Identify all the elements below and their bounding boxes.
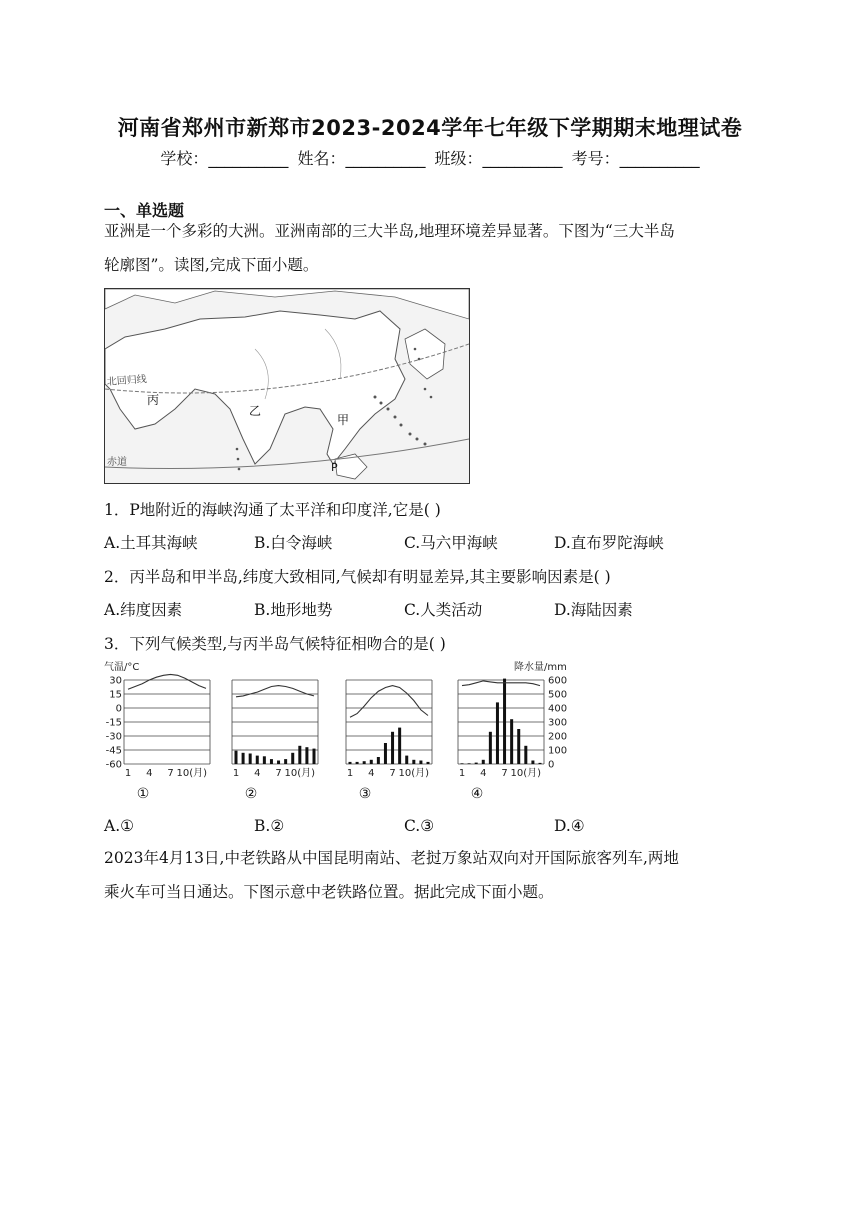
precip-bar (405, 756, 408, 764)
q3-option-b[interactable]: B.② (254, 817, 285, 835)
passage-2-line-1: 2023年4月13日,中老铁路从中国昆明南站、老挝万象站双向对开国际旅客列车,两地 (104, 849, 679, 867)
precip-bar (370, 760, 373, 764)
precip-bar (313, 749, 316, 764)
precip-bar (468, 763, 471, 764)
precip-bar (356, 762, 359, 764)
passage-1-line-1: 亚洲是一个多彩的大洲。亚洲南部的三大半岛,地理环境差异显著。下图为“三大半岛 (104, 222, 675, 240)
q2-option-d[interactable]: D.海陆因素 (554, 601, 633, 619)
temperature-curve (462, 681, 540, 686)
month-tick-label: 1 (232, 768, 240, 779)
precip-tick-label: 300 (548, 717, 568, 729)
month-tick-label: 7 (167, 768, 174, 779)
chart-label: ④ (470, 786, 484, 802)
precip-bar (510, 719, 513, 764)
label-jia: 甲 (337, 413, 350, 427)
month-tick-label: 4 (146, 768, 153, 779)
passage-1-line-2: 轮廓图”。读图,完成下面小题。 (104, 256, 319, 274)
student-info-line (0, 146, 860, 169)
climate-chart-2 (232, 680, 318, 802)
page-title: 河南省郑州市新郑市2023-2024学年七年级下学期期末地理试卷 (117, 116, 743, 140)
temp-tick-label: -30 (105, 731, 122, 743)
precip-bar (503, 679, 506, 764)
precip-bar (391, 732, 394, 764)
precip-ticks (548, 676, 567, 771)
three-peninsulas-map (104, 288, 470, 484)
temp-tick-label: 30 (109, 675, 122, 687)
precip-bar (277, 761, 280, 765)
q1-option-b[interactable]: B.白令海峡 (254, 534, 333, 552)
precip-bar (249, 754, 252, 765)
precip-bar (270, 759, 273, 764)
passage-2-line-2: 乘火车可当日通达。下图示意中老铁路位置。据此完成下面小题。 (104, 883, 554, 901)
exam-number-field: 考号：__________ (571, 149, 700, 168)
precip-bar (349, 762, 352, 764)
precip-bar (235, 751, 238, 764)
precip-tick-label: 100 (548, 745, 568, 757)
climate-panels (124, 674, 544, 802)
precip-bar (427, 762, 430, 764)
temp-ticks (106, 676, 122, 771)
precip-bar (489, 732, 492, 764)
precip-bar (384, 743, 387, 764)
equator-label: 赤道 (107, 457, 127, 468)
precip-bar (475, 763, 478, 764)
precip-tick-label: 600 (548, 675, 568, 687)
q1-option-c[interactable]: C.马六甲海峡 (404, 534, 498, 552)
q2-option-c[interactable]: C.人类活动 (404, 601, 483, 619)
label-yi: 乙 (249, 404, 262, 418)
chart-label: ③ (358, 786, 372, 802)
q3-option-c[interactable]: C.③ (404, 817, 435, 835)
month-tick-label: 7 (389, 768, 396, 779)
climate-charts-svg (100, 658, 580, 808)
month-tick-label: 4 (254, 768, 261, 779)
month-tick-label: 7 (501, 768, 508, 779)
q2-option-a[interactable]: A.纬度因素 (104, 601, 183, 619)
precip-tick-label: 500 (548, 689, 568, 701)
precip-bar (496, 702, 499, 764)
precip-bar (291, 753, 294, 764)
precip-bar (412, 760, 415, 764)
temp-tick-label: -15 (105, 717, 122, 729)
precip-bar (398, 728, 401, 764)
label-bing: 丙 (147, 393, 160, 407)
month-tick-label: 1 (458, 768, 466, 779)
chart-label: ② (244, 786, 258, 802)
temp-axis-label: 气温/°C (104, 662, 140, 673)
map-svg (105, 289, 469, 483)
precip-bar (524, 746, 527, 764)
question-3-stem: 3．下列气候类型,与丙半岛气候特征相吻合的是( ) (104, 635, 446, 653)
label-p: P (331, 461, 338, 474)
precip-bar (482, 760, 485, 764)
precip-bar (263, 756, 266, 764)
tropic-label: 北回归线 (106, 374, 148, 388)
precip-bar (531, 761, 534, 765)
passage-2 (104, 841, 764, 909)
climate-charts (100, 658, 580, 808)
precip-bar (256, 756, 259, 764)
temperature-curve (236, 686, 314, 697)
temp-tick-label: -45 (105, 745, 122, 757)
precip-bar (517, 729, 520, 764)
passage-1 (104, 214, 764, 282)
q1-option-a[interactable]: A.土耳其海峡 (104, 534, 198, 552)
precip-bar (363, 761, 366, 764)
precip-bar (461, 763, 464, 764)
temp-tick-label: 15 (109, 689, 122, 701)
month-tick-label: 10(月) (284, 768, 316, 779)
q1-option-d[interactable]: D.直布罗陀海峡 (554, 534, 664, 552)
class-field: 班级：__________ (434, 149, 563, 168)
q3-option-d[interactable]: D.④ (554, 817, 585, 835)
month-tick-label: 10(月) (398, 768, 430, 779)
precip-bar (242, 753, 245, 764)
precip-tick-label: 400 (548, 703, 568, 715)
temperature-curve (128, 674, 206, 689)
precip-axis-label: 降水量/mm (514, 662, 567, 673)
month-tick-label: 10(月) (176, 768, 208, 779)
precip-tick-label: 200 (548, 731, 568, 743)
month-tick-label: 4 (480, 768, 487, 779)
precip-bar (377, 757, 380, 764)
precip-bar (419, 761, 422, 765)
month-tick-label: 7 (275, 768, 282, 779)
month-tick-label: 1 (346, 768, 354, 779)
climate-chart-1 (124, 674, 210, 802)
temp-tick-label: 0 (115, 703, 122, 715)
q2-option-b[interactable]: B.地形地势 (254, 601, 333, 619)
month-tick-label: 1 (124, 768, 132, 779)
climate-chart-3 (346, 680, 432, 802)
precip-bar (539, 763, 542, 764)
school-field: 学校：__________ (160, 149, 289, 168)
precip-bar (298, 746, 301, 764)
month-tick-label: 4 (368, 768, 375, 779)
month-tick-label: 10(月) (510, 768, 542, 779)
question-2-stem: 2．丙半岛和甲半岛,纬度大致相同,气候却有明显差异,其主要影响因素是( ) (104, 568, 611, 586)
temp-tick-label: -60 (105, 759, 122, 771)
chart-label: ① (136, 786, 150, 802)
precip-bar (284, 759, 287, 764)
q3-option-a[interactable]: A.① (104, 817, 135, 835)
question-1-stem: 1．P地附近的海峡沟通了太平洋和印度洋,它是( ) (104, 501, 441, 519)
name-field: 姓名：__________ (297, 149, 426, 168)
precip-tick-label: 0 (548, 759, 555, 771)
climate-chart-4 (458, 679, 544, 802)
section-heading: 一、单选题 (104, 201, 185, 220)
precip-bar (305, 747, 308, 764)
temperature-curve (350, 686, 428, 718)
